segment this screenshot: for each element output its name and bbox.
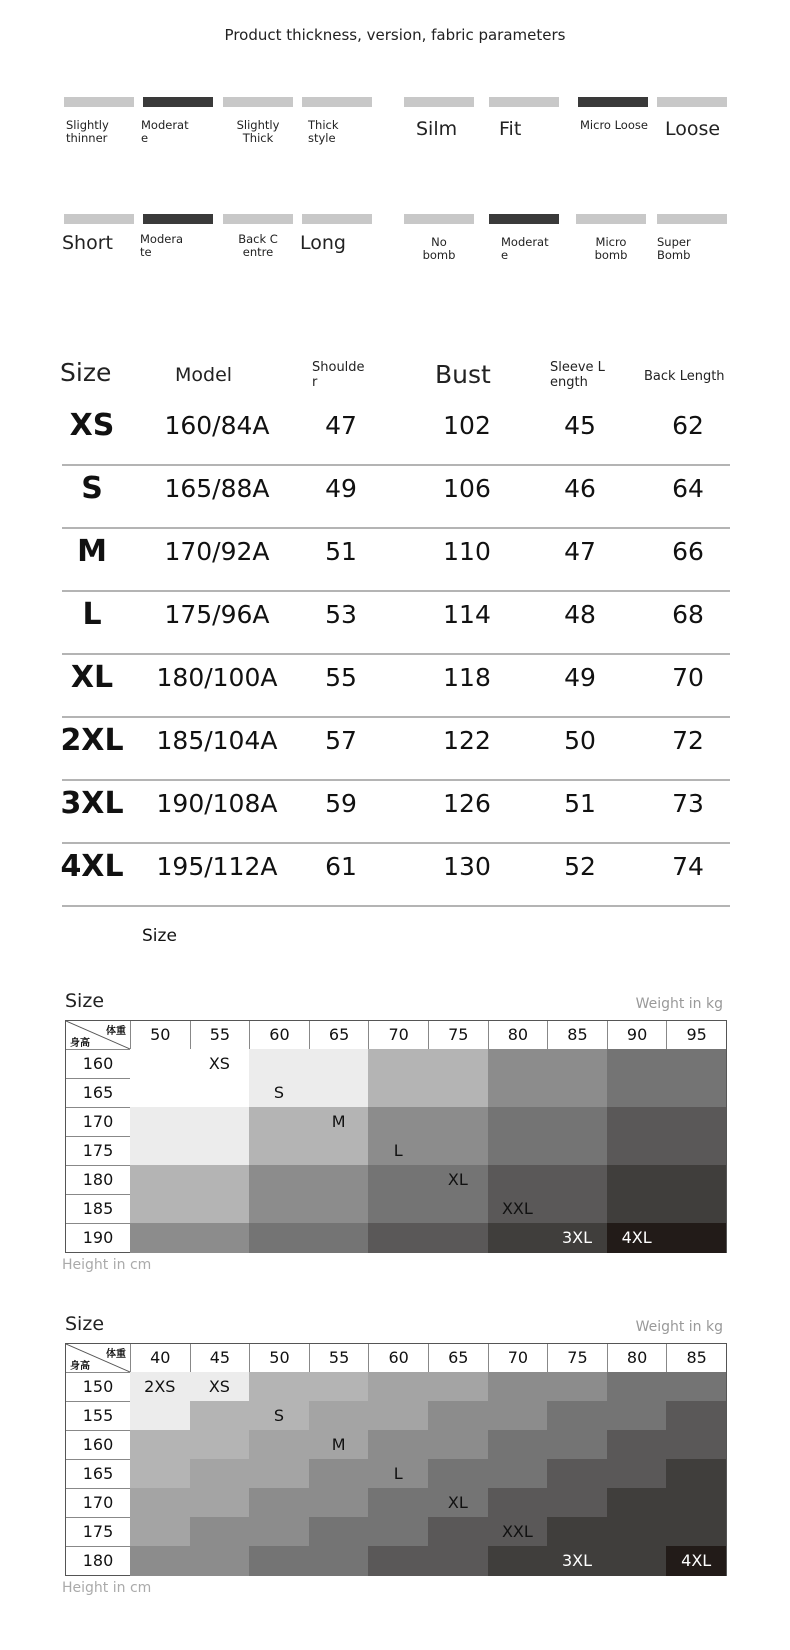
- size-region: [547, 1459, 667, 1489]
- weight-axis-label: Weight in kg: [635, 996, 723, 1012]
- weight-header: 70: [368, 1021, 428, 1049]
- weight-header: 40: [130, 1344, 190, 1372]
- table-row: [62, 653, 730, 718]
- table-cell: 47: [325, 411, 357, 440]
- size-region-label: 3XL: [561, 1228, 593, 1247]
- scale-label-version-4: Loose: [665, 118, 721, 140]
- table-row: [62, 779, 730, 844]
- scale-bar-elasticity-2: [489, 214, 559, 224]
- size-region: [607, 1372, 727, 1402]
- scale-label-elasticity-2: Moderat e: [501, 235, 549, 263]
- weight-header: 55: [309, 1344, 369, 1372]
- height-row-label: 150: [66, 1372, 130, 1401]
- size-region: [607, 1165, 727, 1224]
- weight-header: 85: [547, 1021, 607, 1049]
- scale-bar-length-2: [143, 214, 213, 224]
- size-region: [607, 1049, 727, 1108]
- height-row-label: 170: [66, 1107, 130, 1136]
- weight-header: 45: [190, 1344, 250, 1372]
- size-region: [130, 1223, 250, 1253]
- size-region: [309, 1517, 429, 1547]
- column-header-5: Sleeve L ength: [550, 360, 605, 390]
- table-cell: 70: [672, 663, 704, 692]
- size-region: [488, 1430, 608, 1460]
- size-region: [666, 1401, 726, 1431]
- size-region: [130, 1165, 250, 1224]
- size-cell: L: [82, 597, 102, 632]
- table-cell: 110: [443, 537, 491, 566]
- table-cell: 50: [564, 726, 596, 755]
- weight-header: 95: [666, 1021, 726, 1049]
- grid-size-label: Size: [65, 990, 105, 1012]
- size-region: [607, 1488, 727, 1518]
- size-region: [249, 1488, 369, 1518]
- scale-bar-thickness-4: [302, 97, 372, 107]
- scale-label-thickness-1: Slightly thinner: [66, 118, 109, 146]
- table-row: [62, 527, 730, 592]
- size-region: [249, 1372, 369, 1402]
- size-region: [249, 1546, 369, 1576]
- table-cell: 126: [443, 789, 491, 818]
- size-region: [488, 1372, 608, 1402]
- scale-label-thickness-4: Thick style: [308, 118, 339, 146]
- table-cell: 47: [564, 537, 596, 566]
- table-cell: 118: [443, 663, 491, 692]
- weight-header: 50: [130, 1021, 190, 1049]
- table-cell: 170/92A: [164, 537, 270, 566]
- height-row-label: 165: [66, 1459, 130, 1488]
- size-grid-2: [65, 1343, 727, 1576]
- table-cell: 74: [672, 852, 704, 881]
- column-header-1: Size: [60, 358, 112, 387]
- height-row-label: 180: [66, 1165, 130, 1194]
- scale-label-length-4: Long: [300, 232, 346, 254]
- size-region: [368, 1430, 488, 1460]
- table-cell: 64: [672, 474, 704, 503]
- scale-label-elasticity-1: No bomb: [422, 235, 456, 263]
- height-row-label: 165: [66, 1078, 130, 1107]
- table-cell: 49: [564, 663, 596, 692]
- size-region-label: XXL: [501, 1199, 533, 1218]
- table-cell: 52: [564, 852, 596, 881]
- column-header-3: Shoulde r: [312, 360, 365, 390]
- table-row: [62, 401, 730, 466]
- weight-header: 65: [309, 1021, 369, 1049]
- grid-corner: [66, 1344, 130, 1372]
- size-region: [488, 1049, 608, 1108]
- size-region-label: XS: [208, 1377, 230, 1396]
- corner-height-text: 身高: [70, 1038, 90, 1049]
- size-grid-1: [65, 1020, 727, 1253]
- table-cell: 114: [443, 600, 491, 629]
- size-region-label: XL: [447, 1493, 468, 1512]
- scale-label-elasticity-3: Micro bomb: [594, 235, 628, 263]
- size-region-label: 4XL: [621, 1228, 652, 1247]
- size-region-label: 3XL: [561, 1551, 593, 1570]
- size-region-label: L: [393, 1464, 403, 1483]
- weight-header: 50: [249, 1344, 309, 1372]
- table-cell: 49: [325, 474, 357, 503]
- size-region-label: L: [393, 1141, 403, 1160]
- weight-axis-label: Weight in kg: [635, 1319, 723, 1335]
- size-region: [249, 1165, 369, 1224]
- size-region: [130, 1546, 250, 1576]
- size-region: [130, 1488, 250, 1518]
- size-region: [547, 1401, 667, 1431]
- height-row-label: 185: [66, 1194, 130, 1223]
- table-cell: 106: [443, 474, 491, 503]
- grid-corner: [66, 1021, 130, 1049]
- size-region: [607, 1107, 727, 1166]
- size-region-label: 4XL: [681, 1551, 712, 1570]
- table-cell: 53: [325, 600, 357, 629]
- scale-bar-length-1: [64, 214, 134, 224]
- scale-label-version-3: Micro Loose: [580, 118, 648, 132]
- table-cell: 73: [672, 789, 704, 818]
- scale-bar-elasticity-4: [657, 214, 727, 224]
- scale-label-thickness-3: Slightly Thick: [236, 118, 280, 146]
- size-region: [130, 1401, 190, 1431]
- height-row-label: 155: [66, 1401, 130, 1430]
- table-cell: 102: [443, 411, 491, 440]
- page-title: Product thickness, version, fabric parameters: [224, 26, 566, 44]
- height-row-label: 180: [66, 1546, 130, 1575]
- size-region: [190, 1459, 310, 1489]
- scale-label-length-3: Back C entre: [238, 232, 278, 260]
- scale-label-version-1: Silm: [416, 118, 458, 140]
- table-cell: 55: [325, 663, 357, 692]
- height-axis-label: Height in cm: [62, 1257, 152, 1273]
- weight-header: 90: [607, 1021, 667, 1049]
- scale-bar-length-4: [302, 214, 372, 224]
- size-region: [190, 1517, 310, 1547]
- scale-label-version-2: Fit: [499, 118, 522, 140]
- weight-header: 60: [249, 1021, 309, 1049]
- scale-label-length-1: Short: [62, 232, 113, 254]
- size-region: [309, 1401, 429, 1431]
- table-cell: 45: [564, 411, 596, 440]
- height-axis-label: Height in cm: [62, 1580, 152, 1596]
- size-region-label: S: [273, 1406, 285, 1425]
- height-row-label: 190: [66, 1223, 130, 1252]
- size-region: [666, 1459, 726, 1489]
- scale-bar-thickness-1: [64, 97, 134, 107]
- size-region: [368, 1049, 488, 1108]
- height-row-label: 170: [66, 1488, 130, 1517]
- size-region: [249, 1223, 369, 1253]
- scale-bar-version-4: [657, 97, 727, 107]
- size-region: [607, 1546, 667, 1576]
- size-region: [547, 1517, 667, 1547]
- scale-bar-thickness-2: [143, 97, 213, 107]
- weight-header: 80: [488, 1021, 548, 1049]
- table-cell: 72: [672, 726, 704, 755]
- table-cell: 66: [672, 537, 704, 566]
- scale-label-thickness-2: Moderat e: [141, 118, 189, 146]
- height-row-label: 160: [66, 1049, 130, 1078]
- table-cell: 122: [443, 726, 491, 755]
- weight-header: 85: [666, 1344, 726, 1372]
- size-region-label: XXL: [501, 1522, 533, 1541]
- table-cell: 175/96A: [164, 600, 270, 629]
- size-cell: 3XL: [60, 786, 124, 821]
- table-cell: 185/104A: [156, 726, 278, 755]
- scale-bar-version-1: [404, 97, 474, 107]
- size-region: [130, 1517, 190, 1547]
- size-region: [130, 1107, 250, 1166]
- table-row: [62, 716, 730, 781]
- height-row-label: 175: [66, 1517, 130, 1546]
- scale-bar-length-3: [223, 214, 293, 224]
- size-region: [428, 1401, 548, 1431]
- table-row: [62, 842, 730, 907]
- weight-header: 75: [428, 1021, 488, 1049]
- corner-weight-text: 体重: [106, 1349, 126, 1360]
- table-cell: 57: [325, 726, 357, 755]
- column-header-4: Bust: [435, 360, 491, 389]
- weight-header: 80: [607, 1344, 667, 1372]
- size-region: [368, 1372, 488, 1402]
- weight-header: 70: [488, 1344, 548, 1372]
- size-region: [368, 1223, 488, 1253]
- weight-header: 75: [547, 1344, 607, 1372]
- table-cell: 46: [564, 474, 596, 503]
- table-cell: 59: [325, 789, 357, 818]
- table-cell: 190/108A: [156, 789, 278, 818]
- size-region: [130, 1459, 190, 1489]
- scale-label-elasticity-4: Super Bomb: [657, 235, 691, 263]
- grid-size-label: Size: [65, 1313, 105, 1335]
- size-cell: 4XL: [60, 849, 124, 884]
- table-cell: 195/112A: [156, 852, 278, 881]
- table-cell: 165/88A: [164, 474, 270, 503]
- table-cell: 62: [672, 411, 704, 440]
- weight-header: 55: [190, 1021, 250, 1049]
- size-region: [488, 1488, 608, 1518]
- size-region-label: M: [331, 1435, 346, 1454]
- table-cell: 130: [443, 852, 491, 881]
- size-region: [607, 1430, 727, 1460]
- size-region-label: S: [273, 1083, 285, 1102]
- size-cell: XS: [69, 408, 115, 443]
- size-cell: XL: [70, 660, 114, 695]
- size-cell: 2XL: [60, 723, 124, 758]
- size-region: [666, 1517, 726, 1547]
- size-cell: S: [81, 471, 103, 506]
- size-region-label: M: [331, 1112, 346, 1131]
- scale-label-length-2: Modera te: [140, 232, 184, 260]
- table-cell: 61: [325, 852, 357, 881]
- weight-header: 65: [428, 1344, 488, 1372]
- size-region-label: XS: [208, 1054, 230, 1073]
- table-cell: 160/84A: [164, 411, 270, 440]
- size-region: [368, 1546, 488, 1576]
- size-region: [428, 1459, 548, 1489]
- table-cell: 180/100A: [156, 663, 278, 692]
- table-cell: 51: [325, 537, 357, 566]
- size-region: [130, 1430, 250, 1460]
- table-row: [62, 464, 730, 529]
- table-cell: 68: [672, 600, 704, 629]
- size-cell: M: [77, 534, 107, 569]
- column-header-6: Back Length: [644, 369, 725, 384]
- scale-bar-elasticity-1: [404, 214, 474, 224]
- corner-height-text: 身高: [70, 1361, 90, 1372]
- weight-header: 60: [368, 1344, 428, 1372]
- size-region: [488, 1107, 608, 1166]
- corner-weight-text: 体重: [106, 1026, 126, 1037]
- size-region-label: 2XS: [144, 1377, 176, 1396]
- size-note: Size: [142, 926, 177, 946]
- scale-bar-version-2: [489, 97, 559, 107]
- scale-bar-thickness-3: [223, 97, 293, 107]
- table-row: [62, 590, 730, 655]
- height-row-label: 160: [66, 1430, 130, 1459]
- table-cell: 51: [564, 789, 596, 818]
- height-row-label: 175: [66, 1136, 130, 1165]
- size-region-label: XL: [447, 1170, 468, 1189]
- table-cell: 48: [564, 600, 596, 629]
- scale-bar-elasticity-3: [576, 214, 646, 224]
- scale-bar-version-3: [578, 97, 648, 107]
- column-header-2: Model: [175, 364, 233, 386]
